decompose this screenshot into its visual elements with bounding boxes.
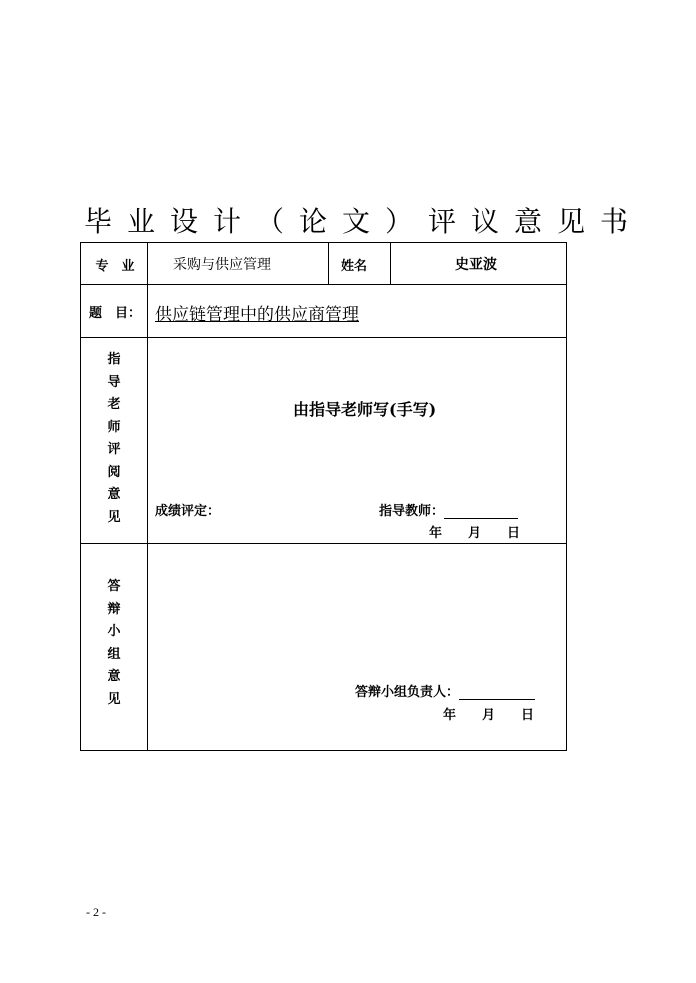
topic-value: 供应链管理中的供应商管理 xyxy=(155,305,359,325)
row-divider-2 xyxy=(81,337,566,338)
label-column-divider xyxy=(147,243,148,750)
name-label-divider-right xyxy=(390,243,391,284)
evaluation-form-table xyxy=(80,242,567,751)
topic-label: 题 目： xyxy=(89,306,142,321)
name-label: 姓名 xyxy=(341,259,368,274)
advisor-signer-label: 指导教师： xyxy=(379,504,445,519)
major-label: 专 业 xyxy=(95,259,135,274)
defense-signature-line xyxy=(459,699,535,700)
grade-label: 成绩评定： xyxy=(155,504,221,519)
advisor-signature-line xyxy=(444,518,518,519)
advisor-signature-field xyxy=(379,500,518,519)
row-divider-3 xyxy=(81,543,566,544)
row-divider-1 xyxy=(81,284,566,285)
advisor-date: 年 月 日 xyxy=(429,526,521,541)
defense-signature-field xyxy=(355,681,535,700)
defense-date: 年 月 日 xyxy=(443,708,535,723)
page-number: - 2 - xyxy=(86,905,106,919)
name-value: 史亚波 xyxy=(455,257,497,273)
document-title: 毕业设计（论文）评议意见书 xyxy=(84,205,644,238)
advisor-comment-placeholder: 由指导老师写(手写) xyxy=(293,400,437,419)
name-label-divider-left xyxy=(328,243,329,284)
defense-section-label: 答辩小组意见 xyxy=(107,579,121,707)
major-value: 采购与供应管理 xyxy=(173,257,271,273)
advisor-section-label: 指导老师评阅意见 xyxy=(107,352,121,525)
defense-signer-label: 答辩小组负责人： xyxy=(355,685,460,700)
